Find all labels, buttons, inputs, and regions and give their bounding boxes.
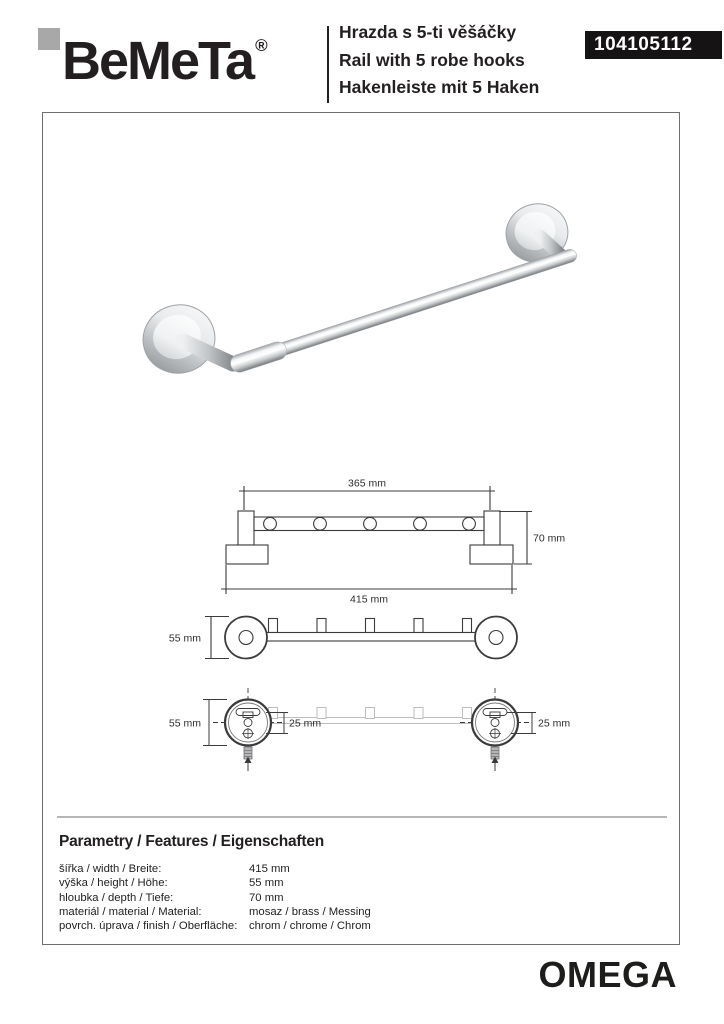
product-titles [339, 19, 539, 102]
product-title-en: Rail with 5 robe hooks [339, 49, 525, 70]
content-frame [42, 112, 680, 945]
dim-365-label: 365 mm [348, 477, 386, 490]
param-value-width: 415 mm [249, 863, 290, 875]
dim-70-label: 70 mm [533, 532, 566, 545]
dim-415-lines [221, 565, 517, 594]
drawing-detail-view [169, 688, 570, 771]
parameters-table [59, 862, 659, 933]
table-row [59, 876, 659, 890]
collection-name: OMEGA [538, 954, 677, 995]
table-row [59, 891, 659, 905]
param-label-finish: povrch. úprava / finish / Oberfläche: [59, 920, 238, 933]
base-right [470, 545, 513, 564]
param-label-material: materiál / material / Material: [59, 905, 202, 918]
plate-top-left [225, 617, 267, 659]
param-label-width: šířka / width / Breite: [59, 863, 162, 875]
table-row [59, 905, 659, 919]
plate-detail-right [460, 688, 530, 771]
header-divider [327, 26, 329, 103]
param-label-height: výška / height / Höhe: [59, 877, 168, 890]
product-photo [135, 197, 579, 381]
registered-trademark-icon: ® [255, 36, 268, 55]
product-title-cs: Hrazda s 5-ti věšáčky [339, 22, 517, 42]
drawing-top-view [169, 617, 517, 659]
product-code-badge: 104105112 [585, 31, 722, 59]
product-illustrations [43, 113, 681, 945]
param-value-depth: 70 mm [249, 891, 284, 904]
table-row [59, 919, 659, 933]
dim-25-left-label: 25 mm [289, 717, 322, 730]
dim-415-label: 415 mm [350, 593, 388, 606]
base-left [226, 545, 268, 564]
rail-top [253, 633, 489, 642]
post-right [484, 511, 500, 545]
dim-365-lines [239, 486, 495, 510]
hooks-top [269, 619, 472, 633]
parameters-title: Parametry / Features / Eigenschaften [59, 833, 325, 850]
param-label-depth: hloubka / depth / Tiefe: [59, 891, 174, 904]
rail-front [254, 517, 484, 531]
param-value-material: mosaz / brass / Messing [249, 905, 371, 918]
drawing-front-view [221, 478, 565, 606]
table-row [59, 862, 659, 876]
dim-25-right-label: 25 mm [538, 717, 571, 730]
dim-55-detail-label: 55 mm [168, 717, 201, 730]
brand-logo [62, 16, 268, 91]
brand-logo-text: BeMeTa [62, 31, 254, 91]
product-title-de: Hakenleiste mit 5 Haken [339, 77, 540, 97]
brand-logo-square [38, 28, 60, 50]
plate-top-right [475, 617, 517, 659]
plate-detail-left [213, 688, 283, 771]
rail-collar [228, 340, 289, 375]
dim-55-top-label: 55 mm [168, 632, 201, 645]
parameters-section [59, 833, 659, 933]
param-value-height: 55 mm [249, 877, 284, 890]
param-value-finish: chrom / chrome / Chrom [249, 920, 371, 933]
post-left [238, 511, 254, 545]
